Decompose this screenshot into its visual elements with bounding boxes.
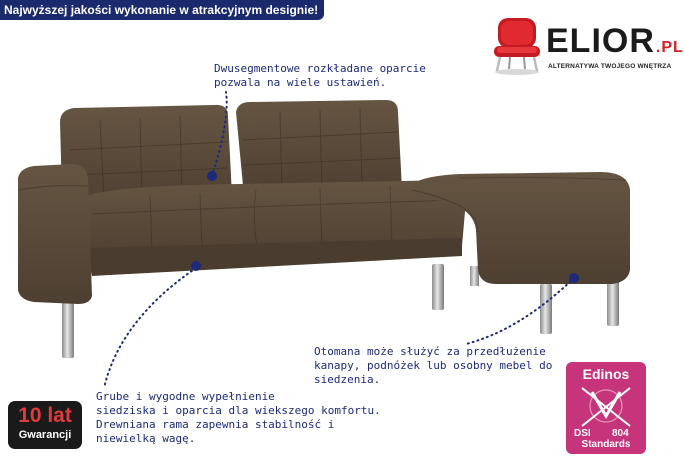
warranty-label: Gwarancji (18, 429, 72, 441)
edinos-standards: Standards (581, 439, 631, 450)
logo-brand-name: ELIOR (546, 22, 655, 60)
edinos-emblem-icon (572, 386, 640, 428)
edinos-title: Edinos (582, 366, 630, 382)
caption-cushion (96, 390, 381, 446)
caption-cushion-line: Grube i wygodne wypełnienie (96, 390, 275, 403)
promo-banner: Najwyższej jakości wykonanie w atrakcyjnym designie! (0, 0, 324, 20)
edinos-number: 804 (612, 428, 629, 439)
sofa-armrest (18, 164, 92, 304)
caption-cushion-line: niewielką wagę. (96, 432, 196, 445)
caption-backrest-line: pozwala na wiele ustawień. (214, 76, 387, 89)
caption-ottoman-line: Otomana może służyć za przedłużenie (314, 345, 546, 358)
caption-cushion-line: Drewniana rama zapewnia stabilność i (96, 418, 335, 431)
caption-ottoman (314, 345, 552, 387)
logo-domain: .PL (655, 39, 684, 56)
logo-tagline: ALTERNATYWA TWOJEGO WNĘTRZA (548, 63, 672, 70)
caption-cushion-line: siedziska i oparcia dla wiekszego komfortu. (96, 404, 381, 417)
caption-ottoman-line: siedzenia. (314, 373, 381, 386)
edinos-certificate (566, 362, 646, 454)
caption-backrest (214, 62, 426, 90)
warranty-years: 10 lat (18, 404, 72, 427)
caption-ottoman-line: kanapy, podnóżek lub osobny mebel do (314, 359, 553, 372)
caption-backrest-line: Dwusegmentowe rozkładane oparcie (214, 62, 426, 75)
edinos-dsi: DSI (574, 428, 591, 439)
warranty-badge (8, 401, 82, 449)
